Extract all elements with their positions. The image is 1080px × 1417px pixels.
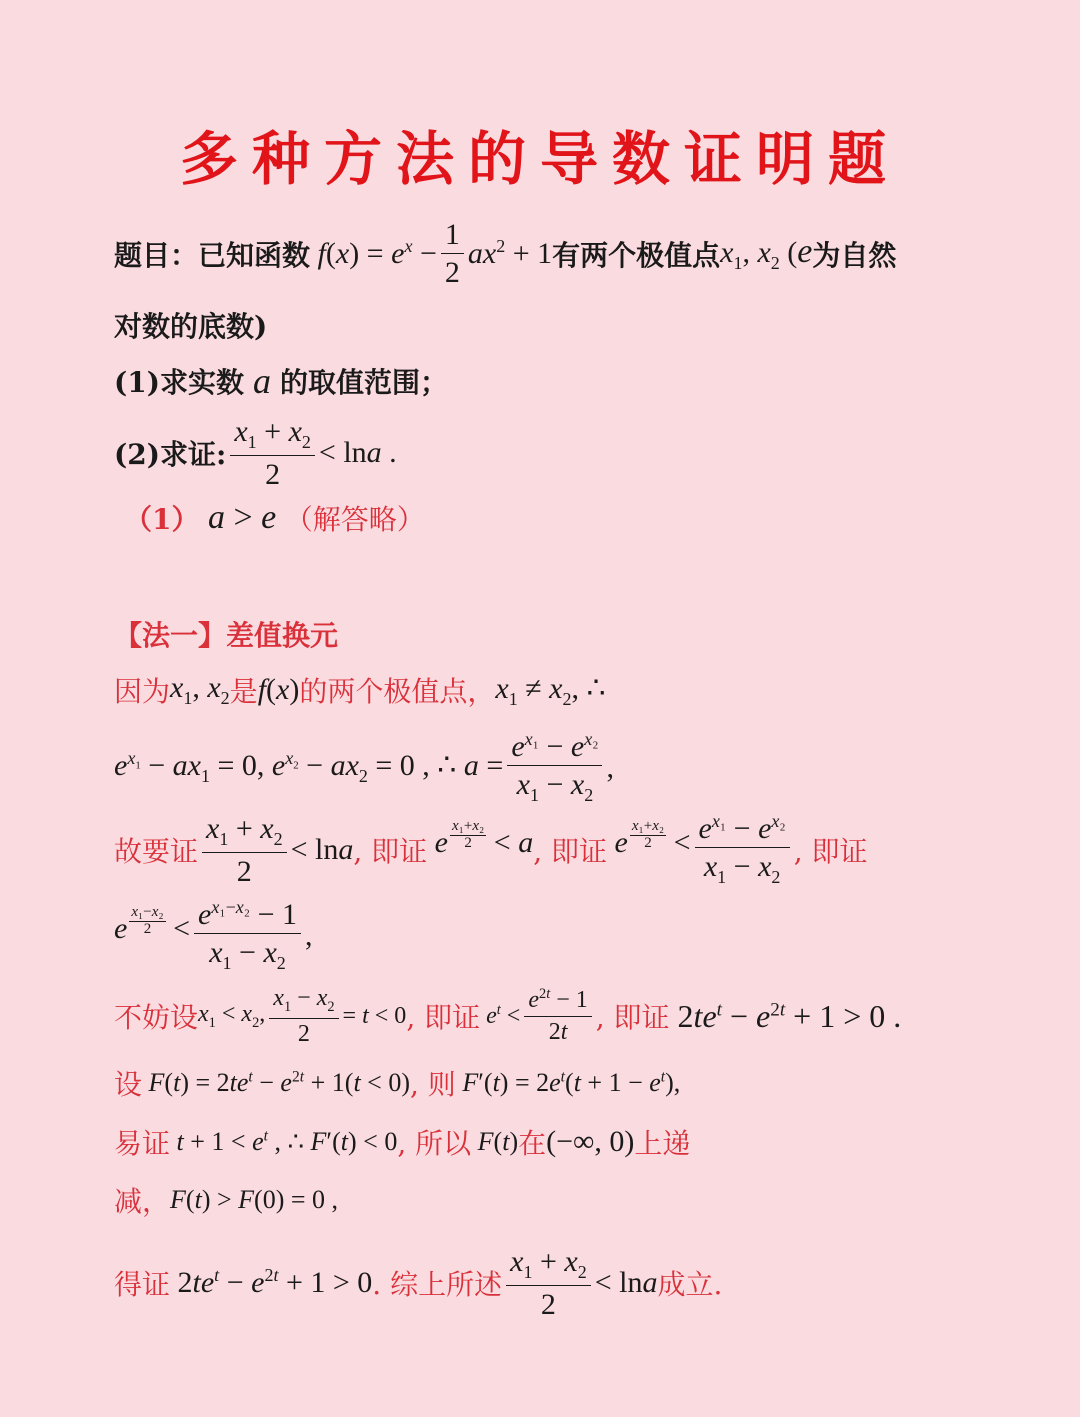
extrema-points: $x_1$, $x_2$ (e [720,233,813,273]
l7-formula-3: (−∞, 0) [546,1125,635,1158]
page-title: 多种方法的导数证明题 [179,125,900,193]
problem-label: 题目：已知函数 [114,238,311,272]
problem-line-2: 对数的底数) [114,310,268,343]
function-def-formula: $f(x) = e^x$ − [317,236,437,270]
answer1-label: （1） [124,503,200,536]
l9-formula-1: $2te^t - e^{2t} + 1 > 0$ [170,1265,373,1300]
method1-line-8 [114,1180,1040,1220]
l5-formula-4: $2te^t - e^{2t} + 1 > 0$ . [669,997,902,1034]
l6-formula-2: $F'(t) = 2e^t(t + 1 - e^t)$, [462,1068,681,1097]
method1-line-7 [114,1122,1040,1162]
extrema-text: 有两个极值点 [552,238,721,272]
method1-line-6 [114,1063,1040,1103]
answer1-note: （解答略） [284,503,425,536]
l1-formula-neq: $x_1 \ne x_2$, ∴ [495,671,606,709]
method1-line-4 [114,898,1040,974]
answer1-formula: a > e [207,499,277,536]
answer-1 [124,498,1040,538]
problem-line-1 [114,218,1040,289]
l7-text-c: 在 [518,1127,547,1160]
l1-text-c: 的两个极值点， [299,675,496,708]
method1-line-3 [114,812,1040,888]
l5-frac-1: $\frac{x_1 - x_2}{2}$ [269,985,338,1047]
l7-formula-1: $t + 1 < e^t$ , ∴ F′(t) < 0 [176,1127,398,1156]
variable-a: a [252,361,271,401]
l9-text-c: 成立. [657,1267,723,1301]
l4-frac: $\frac{e^{x_1-x_2} - 1}{x_1 - x_2}$ [194,898,301,974]
l6-text-b: , 则 [410,1068,456,1101]
method1-line-1 [114,670,1040,710]
l3-text-c: , 即证 [533,834,608,868]
l3-text-d: , 即证 [793,834,868,868]
l5-text-b: , 即证 [406,1001,481,1035]
l5-formula-1: $x_1 < x_2$, [198,1000,266,1031]
l3-frac-2: $\frac{e^{x_1} - e^{x_2}}{x_1 - x_2}$ [695,812,790,888]
l5-text-c: , 即证 [595,1001,670,1035]
l2-formula: $e^{x_1} - ax_1 = 0$, $e^{x_2} - ax_2 = 0$ , ∴ a = [114,748,504,787]
l5-text-a: 不妨设 [114,1001,199,1035]
l4-comma: , [305,918,313,952]
l2-fraction: $\frac{e^{x_1} - e^{x_2}}{x_1 - x_2}$ [507,730,602,806]
problem-part-1 [114,360,1040,402]
l2-comma: , [606,750,614,784]
method1-heading: 【法一】差值换元 [114,619,339,652]
l7-text-b: , 所以 [397,1127,472,1160]
e-note: 为自然 [812,238,897,272]
l8-text-a: 减， [114,1185,171,1218]
part2-label: (2)求证: [114,437,227,471]
l3-text-b: , 即证 [353,834,428,868]
l1-text-a: 因为 [114,675,171,708]
function-def-tail: $ax^2 + 1$ [467,236,553,270]
ln-a-inequality: < lna . [318,435,397,469]
l1-formula-x: $x_1$, $x_2$ [170,671,230,708]
l4-exp: e $\frac{\text{x₁−x₂}}{2}$ < [114,904,191,946]
l9-text-b: . 综上所述 [372,1267,503,1301]
l3-ln: < lna [290,832,354,866]
l9-ln: < lna [594,1265,658,1299]
l7-formula-2: F(t) [477,1127,519,1156]
problem-part-2 [114,415,1040,491]
method1-line-9 [114,1245,1040,1321]
method1-line-2 [114,730,1040,806]
method1-line-5 [114,985,1040,1047]
part1-end: 的取值范围； [279,366,448,399]
l1-text-b: 是 [229,675,258,708]
l6-formula-1: $F(t) = 2te^t - e^{2t} + 1(t < 0)$ [148,1068,410,1097]
l7-text-d: 上递 [634,1127,691,1160]
l6-text-a: 设 [114,1068,143,1101]
l5-frac-2: $\frac{e^{2t} - 1}{2t}$ [524,987,591,1045]
l3-exp-1: e $\frac{\text{x₁+x₂}}{2}$ < a [434,818,534,860]
l7-text-a: 易证 [114,1127,171,1160]
half-fraction: $\frac{1}{2}$ [441,218,464,289]
l8-formula: F(t) > F(0) = 0 , [170,1185,339,1214]
l1-formula-f: f(x) [257,673,300,706]
part1-label: (1)求实数 [114,366,244,399]
l5-formula-3: $e^t$ < [486,1002,521,1030]
l3-text-a: 故要证 [114,834,199,868]
l3-exp-2: e $\frac{\text{x₁+x₂}}{2}$ < [614,818,691,860]
mean-fraction: $\frac{x_1 + x_2}{2}$ [230,415,315,491]
l5-formula-2: = t < 0 [342,1002,407,1029]
l9-frac: $\frac{x_1 + x_2}{2}$ [506,1245,591,1321]
l3-frac-1: $\frac{x_1 + x_2}{2}$ [202,812,287,888]
l9-text-a: 得证 [114,1267,171,1301]
